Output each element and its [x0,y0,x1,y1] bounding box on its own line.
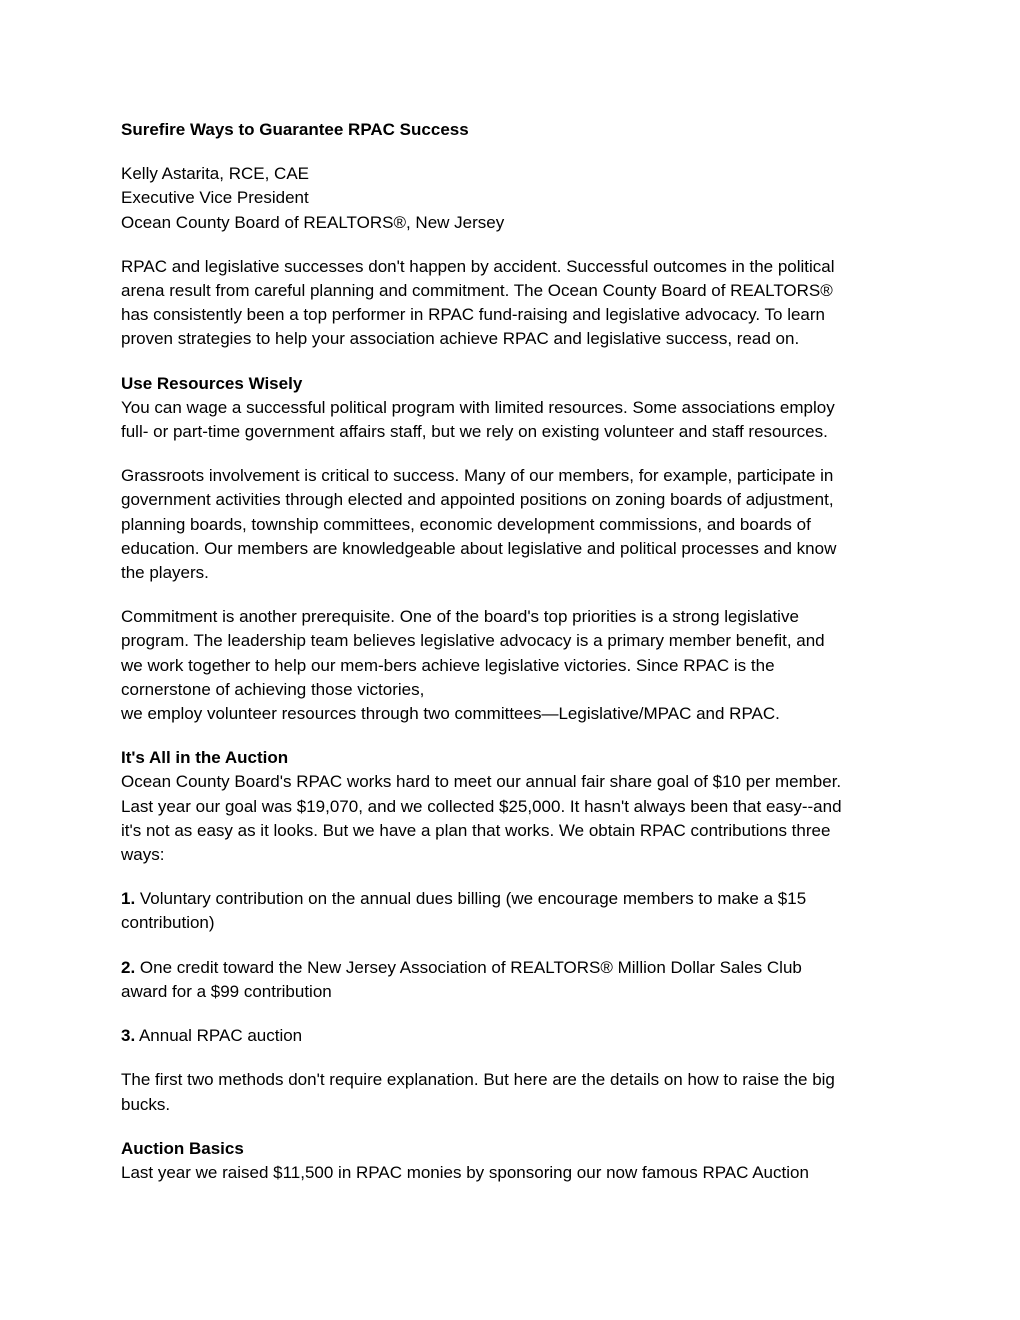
paragraph-line: planning boards, township committees, economic development commissions, and boards of [121,514,811,534]
paragraph-line: bucks. [121,1094,171,1114]
author-position: Executive Vice President [121,188,309,208]
list-item [121,1024,911,1048]
commitment-paragraph [121,605,911,726]
paragraph-line: education. Our members are knowledgeable about legislative and political processes and know [121,538,837,558]
list-item-line: award for a $99 contribution [121,981,332,1001]
list-item-line: contribution) [121,913,215,933]
methods-paragraph [121,1068,911,1116]
paragraph-line: full- or part-time government affairs staff, but we rely on existing volunteer and staff resources. [121,422,828,442]
intro-line: RPAC and legislative successes don't happen by accident. Successful outcomes in the political [121,256,835,276]
intro-paragraph [121,255,911,352]
list-item [121,956,911,1004]
list-item-text: Voluntary contribution on the annual dues billing (we encourage members to make a $15 [135,889,807,909]
section-auction [121,746,911,867]
paragraph-line: it's not as easy as it looks. But we have a plan that works. We obtain RPAC contributions three [121,820,831,840]
intro-line: has consistently been a top performer in RPAC fund-raising and legislative advocacy. To learn [121,305,825,325]
paragraph-line: we work together to help our mem-bers achieve legislative victories. Since RPAC is the [121,655,775,675]
paragraph-line: Grassroots involvement is critical to success. Many of our members, for example, participate in [121,466,834,486]
list-item-number: 3. [121,1026,136,1046]
document-page [121,118,911,1205]
section-heading-auction: It's All in the Auction [121,748,289,768]
paragraph-line: government activities through elected and appointed positions on zoning boards of adjustment, [121,490,834,510]
paragraph-line: we employ volunteer resources through two committees—Legislative/MPAC and RPAC. [121,704,780,724]
paragraph-line: program. The leadership team believes legislative advocacy is a primary member benefit, and [121,631,825,651]
list-item [121,887,911,935]
paragraph-line: cornerstone of achieving those victories, [121,679,425,699]
paragraph-line: Commitment is another prerequisite. One of the board's top priorities is a strong legislative [121,607,799,627]
section-heading-auction-basics: Auction Basics [121,1138,244,1158]
list-item-text: Annual RPAC auction [135,1026,303,1046]
paragraph-line: You can wage a successful political program with limited resources. Some associations employ [121,397,835,417]
paragraph-line: Ocean County Board's RPAC works hard to meet our annual fair share goal of $10 per member. [121,772,842,792]
document-title: Surefire Ways to Guarantee RPAC Success [121,120,469,139]
list-item-number: 2. [121,957,136,977]
author-block [121,162,911,235]
paragraph-line: Last year we raised $11,500 in RPAC monies by sponsoring our now famous RPAC Auction [121,1162,809,1182]
author-name: Kelly Astarita, RCE, CAE [121,164,310,184]
paragraph-line: Last year our goal was $19,070, and we collected $25,000. It hasn't always been that easy--and [121,796,842,816]
list-item-line [121,887,911,911]
list-item-line [121,1024,911,1048]
list-item-text: One credit toward the New Jersey Association of REALTORS® Million Dollar Sales Club [135,957,802,977]
section-auction-basics [121,1137,911,1185]
list-item-number: 1. [121,889,136,909]
grassroots-paragraph [121,464,911,585]
intro-line: proven strategies to help your association achieve RPAC and legislative success, read on. [121,329,800,349]
paragraph-line: ways: [121,845,165,865]
section-resources [121,372,911,445]
section-heading-resources: Use Resources Wisely [121,373,303,393]
paragraph-line: The first two methods don't require explanation. But here are the details on how to raise the big [121,1070,835,1090]
intro-line: arena result from careful planning and commitment. The Ocean County Board of REALTORS® [121,281,833,301]
author-organization: Ocean County Board of REALTORS®, New Jersey [121,212,505,232]
paragraph-line: the players. [121,563,209,583]
list-item-line [121,956,911,980]
